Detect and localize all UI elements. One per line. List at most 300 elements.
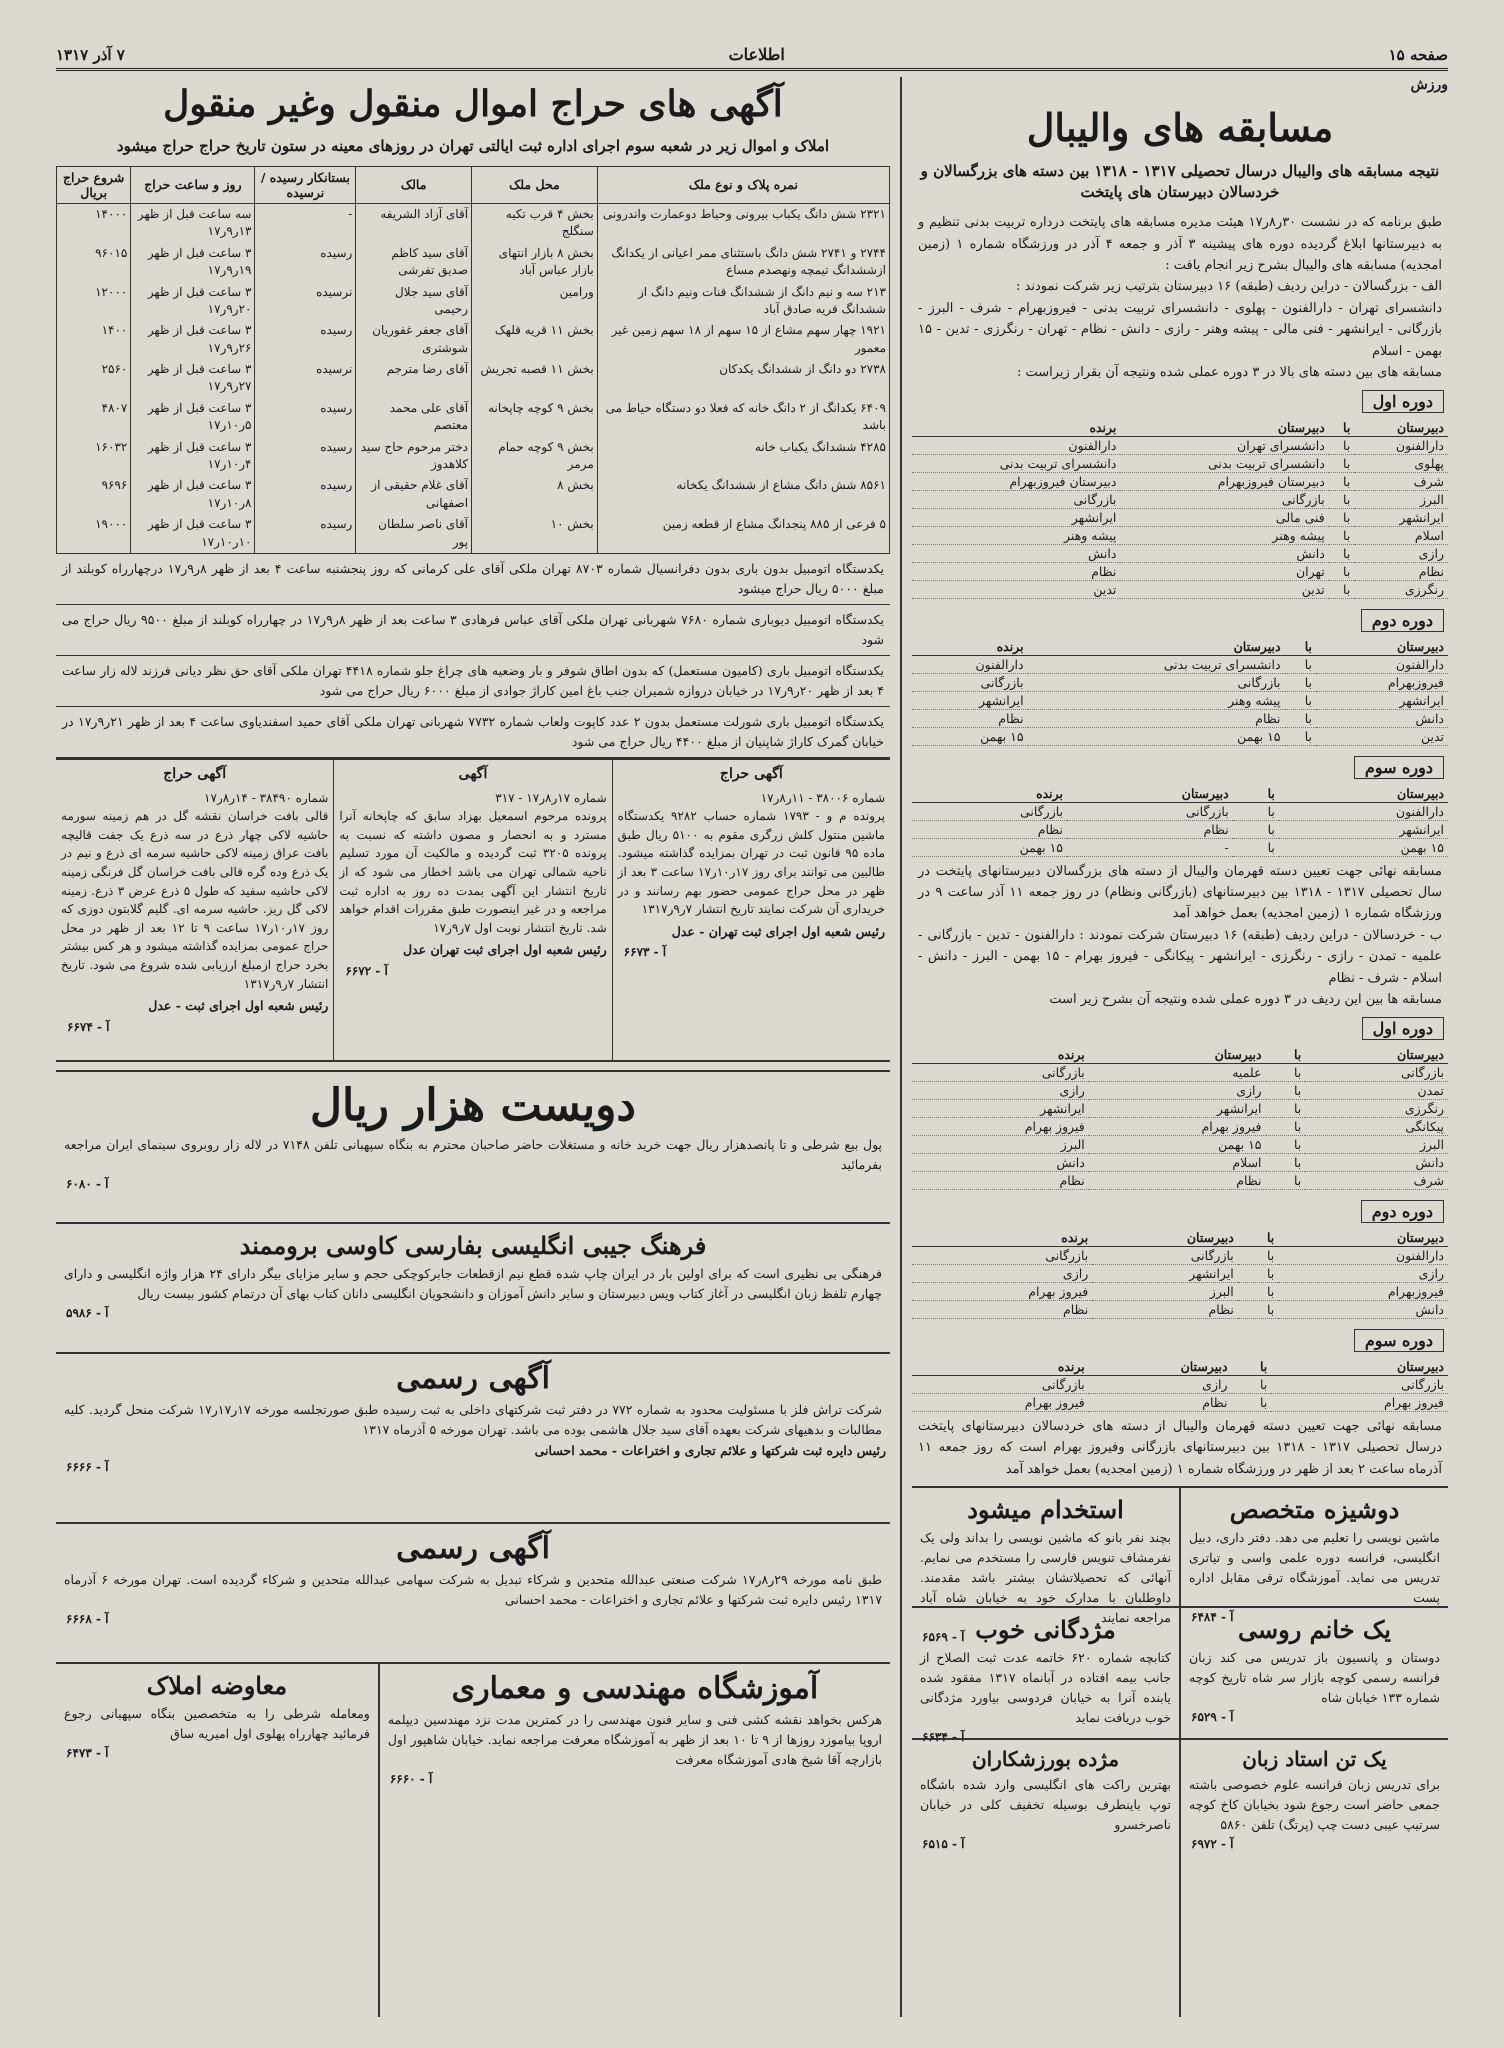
- results-cell: بازرگانی: [912, 802, 1067, 820]
- results-cell: فیروز بهرام: [1089, 1117, 1266, 1135]
- vehicle-auction-item: یکدستگاه اتومبیل باری شورلت مستعمل بدون ۲ عدد کاپوت ولعاب شماره ۷۷۳۲ شهربانی تهران ملکی آقای حمید اسفندیاوی ساعت ۴ بعد از ظهر ۲۱ر۹ر۱۷ در خیابان گمرک کاراژ شاپنیان از مبلغ ۴۴۰۰ ریال حراج می شود: [56, 707, 890, 758]
- results-cell: فیروز بهرام: [1271, 1393, 1448, 1411]
- results-header-cell: با: [1233, 785, 1279, 803]
- results-cell: ۱۵ بهمن: [1089, 1135, 1266, 1153]
- results-header-cell: برنده: [912, 419, 1120, 437]
- results-cell: بازرگانی: [1271, 1375, 1448, 1393]
- money-code: آ - ۶۰۸۰: [66, 1176, 109, 1191]
- results-cell: فیروز بهرام: [912, 1393, 1089, 1411]
- results-cell: نظام: [912, 709, 1028, 727]
- results-cell: با: [1329, 562, 1355, 580]
- auction-cell: ۳ ساعت قبل از ظهر ۱۹ر۹ر۱۷: [131, 243, 255, 282]
- results-cell: نظام: [912, 562, 1120, 580]
- auction-cell: بخش ۹ کوچه حمام مرمر: [472, 437, 598, 476]
- auction-header-cell: روز و ساعت حراج: [131, 166, 255, 203]
- issue-date: ۷ آذر ۱۳۱۷: [56, 46, 125, 64]
- results-cell: فیروزبهرام: [1278, 1282, 1448, 1300]
- results-row: [912, 1117, 1448, 1135]
- results-cell: با: [1285, 727, 1317, 745]
- results-cell: تدین: [912, 580, 1120, 598]
- results-header-cell: دبیرستان: [1316, 638, 1448, 656]
- results-cell: رازی: [912, 1264, 1092, 1282]
- reward-title: مژدگانی خوب: [975, 1614, 1116, 1644]
- results-cell: با: [1266, 1099, 1306, 1117]
- results-header-cell: دبیرستان: [1089, 1358, 1232, 1376]
- auction-cell: -: [255, 203, 356, 242]
- auction-cell: ۳ ساعت قبل از ظهر ۸ر۱۰ر۱۷: [131, 475, 255, 514]
- auction-cell: ۱۲۰۰۰: [57, 282, 131, 321]
- results-row: [912, 1393, 1448, 1411]
- auction-row: [57, 398, 890, 437]
- dictionary-body: فرهنگی بی نظیری است که برای اولین بار در ایران چاپ شده قطع نیم ازقطعات جابرکوچکی حجم و سایر مزایای بیگر دارای ۲۴ هزار واژه انگلیسی و دارای چهارم تلفظ زبان انگلیسی در آغاز کتاب ویس دبیرستان و سایر دانش آموزان و دانشجویان انگلیسی دانان کتاب بهای آن درتمام کشور بیست ریال: [64, 1265, 882, 1301]
- dictionary-title: فرهنگ جیبی انگلیسی بفارسی کاوسی بروممند: [239, 1230, 707, 1260]
- results-cell: با: [1329, 526, 1355, 544]
- results-cell: با: [1329, 508, 1355, 526]
- period-title: دوره اول: [1362, 1017, 1444, 1040]
- auction-column: [56, 77, 900, 2017]
- results-cell: دانش: [1278, 1300, 1448, 1318]
- results-header-cell: دبیرستان: [1279, 785, 1448, 803]
- results-cell: دانشسرای تربیت بدنی: [912, 454, 1120, 472]
- auction-cell: رسیده: [255, 514, 356, 553]
- results-cell: نظام: [1089, 1171, 1266, 1189]
- results-cell: البرز: [1305, 1135, 1448, 1153]
- results-row: [912, 1300, 1448, 1318]
- results-cell: البرز: [1092, 1282, 1238, 1300]
- results-header-cell: برنده: [912, 638, 1028, 656]
- notice-sign: رئیس شعبه اول اجرای ثبت تهران - عدل: [671, 923, 885, 939]
- auction-cell: بخش ۸ بازار انتهای بازار عباس آباد: [472, 243, 598, 282]
- auction-cell: رسیده: [255, 475, 356, 514]
- results-cell: ایرانشهر: [1354, 508, 1448, 526]
- results-cell: دبیرستان فیروزبهرام: [1120, 472, 1328, 490]
- results-group-b: [912, 1011, 1448, 1416]
- results-header-cell: دبیرستان: [1120, 419, 1328, 437]
- results-cell: رازی: [1278, 1264, 1448, 1282]
- results-header-cell: برنده: [912, 1046, 1089, 1064]
- results-row: [912, 820, 1448, 838]
- auction-cell: ۳ ساعت قبل از ظهر ۲۶ر۹ر۱۷: [131, 320, 255, 359]
- auction-row: [57, 243, 890, 282]
- results-cell: ۱۵ بهمن: [912, 838, 1067, 856]
- results-cell: ایرانشهر: [912, 508, 1120, 526]
- athletes-title: مژده بورزشکاران: [971, 1746, 1120, 1771]
- auction-cell: رسیده: [255, 320, 356, 359]
- results-row: [912, 1081, 1448, 1099]
- results-cell: دارالفنون: [1316, 655, 1448, 673]
- vehicle-auctions: [56, 554, 890, 758]
- results-cell: رنگرزی: [1305, 1099, 1448, 1117]
- results-row: [912, 802, 1448, 820]
- auction-cell: آقای سید کاظم صدیق تفرشی: [356, 243, 472, 282]
- results-row: [912, 673, 1448, 691]
- auction-subtitle: املاک و اموال زیر در شعبه سوم اجرای اداره ثبت ایالتی تهران در روزهای معینه در ستون تاریخ حراج حراج میشود: [116, 137, 830, 156]
- volleyball-title: مسابقه های والیبال: [1026, 105, 1334, 150]
- results-cell: رنگرزی: [1354, 580, 1448, 598]
- results-row: [912, 490, 1448, 508]
- results-cell: رازی: [1089, 1081, 1266, 1099]
- auction-row: [57, 320, 890, 359]
- results-table: [912, 785, 1448, 857]
- results-cell: بازرگانی: [912, 1063, 1089, 1081]
- results-cell: با: [1285, 673, 1317, 691]
- official-code-2: آ - ۶۶۶۸: [66, 1612, 109, 1627]
- results-cell: ایرانشهر: [912, 691, 1028, 709]
- results-row: [912, 472, 1448, 490]
- notice-body: پرونده م و - ۱۷۹۳ شماره حساب ۹۲۸۲ یکدستگاه ماشین منتول کلش زرگری مقوم به ۵۱۰۰ ریال طبق ماده ۹۵ قانون ثبت در تهران بمزایده گذاشته میشود. طالبین می توانند برای روز ۱۷ر۱۰ر۱۷ ساعت ۳ بعد از ظهر در محل حراج عمومی حضور بهم رسانند و در خریداری آن شرکت نمایند تاریخ انتشار ۷ر۹ر۱۳۱۷: [617, 809, 886, 917]
- period-title: دوره سوم: [1354, 1329, 1444, 1352]
- results-cell: دانش: [1305, 1153, 1448, 1171]
- auction-cell: ۱۹۲۱ چهار سهم مشاع از ۱۵ سهم از ۱۸ سهم زمین غیر معمور: [597, 320, 889, 359]
- auction-table-header: [57, 166, 890, 203]
- auction-cell: ۱۴۰۰۰: [57, 203, 131, 242]
- results-cell: با: [1329, 454, 1355, 472]
- results-cell: دارالفنون: [912, 655, 1028, 673]
- lang-body: برای تدریس زبان فرانسه علوم خصوصی باشته جمعی حاضر است رجوع شود بخیابان کاخ کوچه سرتیپ عیبی دست چپ (پرتگ) تلفن ۵۸۶۰: [1189, 1776, 1440, 1832]
- results-cell: دانشسرای تربیت بدنی: [1028, 655, 1285, 673]
- results-header-cell: با: [1285, 638, 1317, 656]
- results-header-cell: دبیرستان: [1271, 1358, 1448, 1376]
- russian-title: یک خانم روسی: [1238, 1614, 1391, 1644]
- official-notice-1: [56, 1352, 890, 1522]
- auction-cell: ۳ ساعت قبل از ظهر ۱۰ر۱۰ر۱۷: [131, 514, 255, 553]
- results-row: [912, 436, 1448, 454]
- auction-cell: ۳ ساعت قبل از ظهر ۴ر۱۰ر۱۷: [131, 437, 255, 476]
- results-cell: ۱۵ بهمن: [1028, 727, 1285, 745]
- results-table: [912, 638, 1448, 746]
- results-cell: با: [1285, 691, 1317, 709]
- auction-cell: ۹۶۹۶: [57, 475, 131, 514]
- money-ad: [56, 1072, 890, 1222]
- results-cell: فیروزبهرام: [1316, 673, 1448, 691]
- results-row: [912, 1246, 1448, 1264]
- results-header: [912, 638, 1448, 656]
- results-cell: علمیه: [1089, 1063, 1266, 1081]
- results-cell: با: [1238, 1246, 1279, 1264]
- notice-title: آگهی حراج: [719, 765, 783, 782]
- results-cell: بازرگانی: [1305, 1063, 1448, 1081]
- auction-cell: آقای علی محمد معتصم: [356, 398, 472, 437]
- results-cell: پیکانگی: [1305, 1117, 1448, 1135]
- auction-cell: ۲۳۲۱ شش دانگ یکباب بیرونی وحیاط دوعمارت واندرونی: [597, 203, 889, 242]
- auction-cell: ۴۲۸۵ ششدانگ یکباب خانه: [597, 437, 889, 476]
- auction-cell: ۴۸۰۷: [57, 398, 131, 437]
- auction-cell: بخش ۴ قرب تکیه سنگلج: [472, 203, 598, 242]
- volleyball-subtitle: نتیجه مسابقه های والیبال درسال تحصیلی ۱۳۱۷ - ۱۳۱۸ بین دسته های بزرگسالان و خردسالان دبیرستان های پایتخت: [920, 161, 1440, 202]
- results-header: [912, 785, 1448, 803]
- lang-title: یک تن استاد زبان: [1242, 1746, 1387, 1771]
- results-cell: رازی: [912, 1081, 1089, 1099]
- lang-ad: [1181, 1740, 1448, 2017]
- results-cell: با: [1233, 838, 1279, 856]
- auction-notice: [56, 760, 334, 1060]
- vehicle-auction-item: یکدستگاه اتومبیل باری (کامیون مستعمل) که بدون اطاق شوفر و بار وضعیه های چراغ جلو شماره ۴۴۱۸ تهران ملکی آقای حق نظر دیانی فرزند لاله زار ساعت ۴ بعد از ظهر ۲۰ر۹ر۱۷ در خیابان دروازه شمیران جنب باغ امین کاراژ جوادی از مبلغ ۶۰۰۰ ریال حراج می شود: [56, 656, 890, 707]
- results-cell: بازرگانی: [1028, 673, 1285, 691]
- auction-header-cell: بستانکار رسیده / نرسیده: [255, 166, 356, 203]
- results-cell: شرف: [1354, 472, 1448, 490]
- lang-code: آ - ۶۹۷۲: [1191, 1836, 1234, 1851]
- auction-cell: ۳ ساعت قبل از ظهر ۵ر۱۰ر۱۷: [131, 398, 255, 437]
- exchange-title: معاوضه املاک: [146, 1670, 288, 1700]
- auction-cell: ۵ فرعی از ۸۸۵ پنجدانگ مشاع از قطعه زمین: [597, 514, 889, 553]
- results-table: [912, 419, 1448, 599]
- money-title: دویست هزار ریال: [309, 1079, 636, 1131]
- results-cell: نظام: [1092, 1300, 1238, 1318]
- final-b: مسابقه نهائی جهت تعیین دسته قهرمان والیبال از دسته های خردسالان دبیرستانهای پایتخت درسال تحصیلی ۱۳۱۷ - ۱۳۱۸ بین دبیرستانهای بازرگانی وفیروز بهرام است که روز جمعه ۱۱ آذرماه ساعت ۲ بعد از ظهر در ورزشگاه شماره ۱ (زمین امجدیه) بعمل خواهد آمد: [918, 1418, 1442, 1477]
- tutor-title: دوشیزه متخصص: [1229, 1494, 1400, 1524]
- period-title: دوره دوم: [1361, 1200, 1444, 1223]
- results-cell: ایرانشهر: [1092, 1264, 1238, 1282]
- auction-table: [56, 166, 890, 554]
- tutor-code: آ - ۶۴۸۴: [1191, 1609, 1234, 1624]
- results-cell: فیروز بهرام: [912, 1117, 1089, 1135]
- results-group-a: [912, 384, 1448, 861]
- results-row: [912, 580, 1448, 598]
- notice-title: آگهی: [458, 765, 488, 782]
- results-cell: با: [1266, 1153, 1306, 1171]
- auction-cell: آقای رضا مترجم: [356, 359, 472, 398]
- results-header: [912, 1358, 1448, 1376]
- results-cell: بازرگانی: [1067, 802, 1233, 820]
- hire-code: آ - ۶۵۶۹: [922, 1629, 965, 1644]
- auction-header-cell: مالک: [356, 166, 472, 203]
- results-cell: با: [1233, 820, 1279, 838]
- auction-row: [57, 514, 890, 553]
- group-a-note: مسابقه های بین دسته های بالا در ۳ دوره عملی شده ونتیجه آن بقرار زیراست :: [1016, 365, 1442, 381]
- tutor-body: ماشین نویسی را تعلیم می دهد. دفتر داری، دبیل انگلیسی، فرانسه دوره علمی واسی و تیاتری تدریس می نماید. آموزشگاه ترقی مقابل اداره پست: [1189, 1529, 1440, 1605]
- auction-cell: ۶۴۰۹ یکدانگ از ۲ دانگ خانه که فعلا دو دستگاه حیاط می باشد: [597, 398, 889, 437]
- results-table: [912, 1229, 1448, 1319]
- results-header-cell: با: [1266, 1046, 1306, 1064]
- notice-ref: شماره ۱۷ر۸ر۱۷ - ۳۱۷: [495, 790, 607, 805]
- results-cell: پیشه وهنر: [912, 526, 1120, 544]
- notice-sign: رئیس شعبه اول اجرای ثبت - عدل: [148, 998, 329, 1014]
- results-cell: دارالفنون: [1278, 1246, 1448, 1264]
- results-cell: با: [1238, 1264, 1279, 1282]
- exchange-ad: [56, 1664, 380, 2017]
- results-cell: فیروز بهرام: [912, 1282, 1092, 1300]
- results-cell: با: [1266, 1063, 1306, 1081]
- results-cell: با: [1329, 544, 1355, 562]
- athletes-body: بهترین راکت های انگلیسی وارد شده باشگاه توپ باینطرف بوسیله تخفیف کلی در خیابان ناصرخسرو: [920, 1776, 1171, 1832]
- results-header: [912, 1046, 1448, 1064]
- auction-cell: ۱۶۰۳۲: [57, 437, 131, 476]
- results-cell: تدین: [1120, 580, 1328, 598]
- results-row: [912, 1171, 1448, 1189]
- auction-cell: آقای جعفر غفوریان شوشتری: [356, 320, 472, 359]
- results-cell: فنی مالی: [1120, 508, 1328, 526]
- sports-column: [900, 77, 1448, 2017]
- results-header-cell: برنده: [912, 1229, 1092, 1247]
- auction-cell: آقای ناصر سلطان پور: [356, 514, 472, 553]
- results-row: [912, 454, 1448, 472]
- auction-row: [57, 437, 890, 476]
- auction-cell: رسیده: [255, 437, 356, 476]
- results-cell: پهلوی: [1354, 454, 1448, 472]
- auction-cell: ۳ ساعت قبل از ظهر ۲۷ر۹ر۱۷: [131, 359, 255, 398]
- results-cell: با: [1238, 1300, 1279, 1318]
- results-cell: پیشه وهنر: [1028, 691, 1285, 709]
- russian-code: آ - ۶۵۲۹: [1191, 1709, 1234, 1724]
- notice-code: آ - ۶۶۷۴: [67, 1019, 110, 1034]
- auction-header-cell: شروع حراج بریال: [57, 166, 131, 203]
- auction-notice: [613, 760, 890, 1060]
- group-b-note: مسابقه ها بین این ردیف در ۳ دوره عملی شده ونتیجه آن بشرح زیر است: [1049, 992, 1442, 1008]
- results-cell: پیشه وهنر: [1120, 526, 1328, 544]
- results-cell: دارالفنون: [1354, 436, 1448, 454]
- auction-header-cell: نمره پلاک و نوع ملک: [597, 166, 889, 203]
- auction-cell: سه ساعت قبل از ظهر ۱۳ر۹ر۱۷: [131, 203, 255, 242]
- results-cell: اسلام: [1354, 526, 1448, 544]
- auction-title: آگهی های حراج اموال منقول وغیر منقول: [163, 83, 783, 125]
- results-cell: دانشسرای تربیت بدنی: [1120, 454, 1328, 472]
- final-a: مسابقه نهائی جهت تعیین دسته قهرمان والیبال از دسته های بزرگسالان دبیرستانهای پایتخت در سال تحصیلی ۱۳۱۷ - ۱۳۱۸ بین دبیرستانهای (بازرگانی ونظام) در روز جمعه ۱۱ آذر ساعت ۹ در ورزشگاه شماره ۱ (زمین امجدیه) بعمل خواهد آمد: [918, 863, 1442, 922]
- reward-ad: [912, 1608, 1181, 1744]
- auction-cell: آقای آزاد الشریفه: [356, 203, 472, 242]
- results-cell: -: [1067, 838, 1233, 856]
- vehicle-auction-item: یکدستگاه اتومبیل بدون باری بدون دفرانسیال شماره ۸۷۰۳ تهران ملکی آقای علی کرمانی که روز پنجشنبه ساعت ۴ بعد از ظهر ۸ر۹ر۱۷ درچهارراه کوبلند از مبلغ ۵۰۰۰ ریال حراج میشود: [56, 554, 890, 605]
- results-cell: بازرگانی: [912, 673, 1028, 691]
- results-cell: با: [1232, 1393, 1272, 1411]
- results-header-cell: دبیرستان: [1089, 1046, 1266, 1064]
- notice-ref: شماره ۳۸۰۰۶ - ۱۱ر۸ر۱۷: [760, 790, 885, 805]
- auction-cell: ۸۵۶۱ شش دانگ مشاع از ششدانگ یکخانه: [597, 475, 889, 514]
- results-header-cell: دبیرستان: [1067, 785, 1233, 803]
- results-header-cell: دبیرستان: [1354, 419, 1448, 437]
- results-row: [912, 1282, 1448, 1300]
- results-cell: رازی: [1089, 1375, 1232, 1393]
- results-cell: بازرگانی: [912, 490, 1120, 508]
- results-cell: با: [1329, 472, 1355, 490]
- exchange-body: ومعامله شرطی را به متخصصین بنگاه سپهبانی رجوع فرمائید چهارراه پهلوی اول امیریه ساق: [64, 1705, 370, 1741]
- reward-body: کتابچه شماره ۶۲۰ خاتمه عدت ثبت الصلاح از جانب بیمه افتاده در آبانماه ۱۳۱۷ مفقود شده یابنده آنرا به خیابان فردوسی بیاورد مژدگانی خوب دریافت نماید: [920, 1649, 1172, 1725]
- results-row: [912, 526, 1448, 544]
- page-header: [56, 40, 1448, 71]
- results-row: [912, 1135, 1448, 1153]
- results-cell: بازرگانی: [1120, 490, 1328, 508]
- group-b-heading: ب - خردسالان - دراین ردیف (طبقه) ۱۶ دبیرستان شرکت نمودند : دارالفنون - تدین - بازرگانی - علمیه - تمدن - رازی - رنگرزی - ایرانشهر - پیکانگی - فیروز بهرام - ۱۵ بهمن - البرز - دانش - اسلام - شرف - نظام: [918, 927, 1443, 986]
- results-cell: بازرگانی: [1092, 1246, 1238, 1264]
- results-cell: نظام: [912, 1300, 1092, 1318]
- results-cell: ایرانشهر: [1279, 820, 1448, 838]
- auction-cell: بخش ۹ کوچه چاپخانه: [472, 398, 598, 437]
- results-cell: ایرانشهر: [1089, 1099, 1266, 1117]
- results-cell: با: [1233, 802, 1279, 820]
- results-cell: تدین: [1316, 727, 1448, 745]
- results-row: [912, 1375, 1448, 1393]
- money-body: پول بیع شرطی و تا پانصدهزار ریال جهت خرید خانه و مستغلات حاضر صاحبان محترم به بنگاه سپهبانی تلفن ۷۱۴۸ در لاله زار روبروی سینمای ایران مراجعه بفرمائید: [64, 1136, 883, 1172]
- period-title: دوره سوم: [1354, 756, 1444, 779]
- results-header: [912, 419, 1448, 437]
- auction-cell: رسیده: [255, 398, 356, 437]
- results-cell: دانشسرای تهران: [1120, 436, 1328, 454]
- auction-row: [57, 203, 890, 242]
- notice-body: پرونده مرحوم اسمعیل بهزاد سابق که چاپخانه آنرا مسترد و به انحصار و مصون داشته که نسبت به پرونده ۳۲۰۵ ثبت گردیده و مالکیت آن مورد تسلیم ناحیه شمالی تهران می باشد اخطار می شود که از تاریخ انتشار این آگهی بمدت ده روز به اداره ثبت مراجعه و در غیر اینصورت طبق مقررات اقدام خواهد شد. تاریخ انتشار نوبت اول ۷ر۹ر۱۷: [339, 809, 607, 935]
- official-body-2: طبق نامه مورخه ۲۹ر۸ر۱۷ شرکت صنعتی عبدالله متحدین و شرکاء تبدیل به شرکت سهامی عبدالله متحدین و شرکاء گردیده است. تهران مورخه ۶ آذرماه ۱۳۱۷ رئیس دایره ثبت شرکتها و علائم تجاری و اختراعات - محمد احسانی: [64, 1572, 883, 1608]
- results-cell: با: [1266, 1117, 1306, 1135]
- auction-cell: ۳ ساعت قبل از ظهر ۲۰ر۹ر۱۷: [131, 282, 255, 321]
- official-title-1: آگهی رسمی: [396, 1360, 550, 1396]
- auction-cell: ۹۶۰۱۵: [57, 243, 131, 282]
- period-title: دوره اول: [1362, 390, 1444, 413]
- results-table: [912, 1358, 1448, 1412]
- results-cell: دانش: [1120, 544, 1328, 562]
- dictionary-ad: [56, 1222, 890, 1352]
- notice-code: آ - ۶۶۷۳: [623, 945, 667, 960]
- results-cell: نظام: [912, 820, 1067, 838]
- auction-cell: ۲۱۳ سه و نیم دانگ از ششدانگ قنات ونیم دانگ از ششدانگ قریه صادق آباد: [597, 282, 889, 321]
- notice-ref: شماره ۳۸۴۹۰ - ۱۴ر۸ر۱۷: [204, 790, 329, 805]
- notice-sign: رئیس شعبه اول اجرای ثبت تهران عدل: [402, 942, 607, 958]
- results-header-cell: برنده: [912, 785, 1067, 803]
- results-cell: نظام: [1067, 820, 1233, 838]
- results-cell: با: [1238, 1282, 1279, 1300]
- results-header-cell: دبیرستان: [1028, 638, 1285, 656]
- results-header-cell: دبیرستان: [1278, 1229, 1448, 1247]
- results-cell: با: [1285, 709, 1317, 727]
- results-row: [912, 691, 1448, 709]
- results-row: [912, 508, 1448, 526]
- results-row: [912, 709, 1448, 727]
- results-cell: با: [1266, 1135, 1306, 1153]
- group-a-heading: الف - بزرگسالان - دراین ردیف (طبقه) ۱۶ دبیرستان بترتیب زیر شرکت نمودند :: [1016, 279, 1442, 295]
- reward-code: آ - ۶۶۳۴: [922, 1729, 965, 1744]
- exchange-code: آ - ۶۴۷۳: [66, 1745, 109, 1760]
- results-row: [912, 727, 1448, 745]
- official-code-1: آ - ۶۶۶۶: [66, 1460, 109, 1475]
- section-label: ورزش: [1410, 77, 1448, 93]
- auction-cell: ۱۴۰۰: [57, 320, 131, 359]
- results-cell: ۱۵ بهمن: [1279, 838, 1448, 856]
- auction-row: [57, 359, 890, 398]
- results-cell: دانش: [912, 544, 1120, 562]
- results-cell: ۱۵ بهمن: [912, 727, 1028, 745]
- results-cell: دانش: [912, 1153, 1089, 1171]
- auction-cell: ۱۹۰۰۰: [57, 514, 131, 553]
- results-header-cell: با: [1232, 1358, 1272, 1376]
- russian-ad: [1181, 1608, 1448, 1738]
- notice-title: آگهی حراج: [163, 765, 227, 782]
- official-notice-2: [56, 1522, 890, 1662]
- tutor-ad: [1181, 1488, 1448, 1624]
- auction-cell: ۲۷۴۴ و ۲۷۴۱ شش دانگ باستثنای ممر اعیانی از یکدانگ ازششدانگ تیمچه ونهصدم مساع: [597, 243, 889, 282]
- dictionary-code: آ - ۵۹۸۶: [66, 1305, 109, 1320]
- results-cell: رازی: [1354, 544, 1448, 562]
- results-cell: دارالفنون: [912, 436, 1120, 454]
- auction-cell: بخش ۱۱ قصبه تجریش: [472, 359, 598, 398]
- results-cell: اسلام: [1089, 1153, 1266, 1171]
- results-header-cell: دبیرستان: [1092, 1229, 1238, 1247]
- newspaper-name: اطلاعات: [728, 45, 785, 64]
- school-code: آ - ۶۶۶۰: [389, 1772, 433, 1787]
- official-title-2: آگهی رسمی: [396, 1530, 550, 1566]
- results-cell: با: [1266, 1171, 1306, 1189]
- results-cell: البرز: [1354, 490, 1448, 508]
- results-row: [912, 1153, 1448, 1171]
- hire-title: استخدام میشود: [967, 1494, 1124, 1524]
- page-number: صفحه ۱۵: [1388, 46, 1448, 64]
- school-body: هرکس بخواهد نقشه کشی فنی و سایر فنون مهندسی را در کمترین مدت نزد مهندسین دیپلمه اروپا بیاموزد روزها از ۹ تا ۱۰ بعد از ظهر به آموزشگاه معرفت مراجعه نماید. خیابان شاهپور اول بازارچه آقا شیخ هادی آموزشگاه معرفت: [387, 1712, 883, 1768]
- results-header-cell: با: [1329, 419, 1355, 437]
- results-header-cell: دبیرستان: [1305, 1046, 1448, 1064]
- results-cell: البرز: [912, 1135, 1089, 1153]
- results-row: [912, 1099, 1448, 1117]
- auction-cell: آقای غلام حقیقی از اصفهانی: [356, 475, 472, 514]
- results-cell: بازرگانی: [912, 1375, 1089, 1393]
- results-cell: تهران: [1120, 562, 1328, 580]
- auction-cell: آقای سید جلال رحیمی: [356, 282, 472, 321]
- hire-body: بچند نفر بانو که ماشین نویسی را بداند ولی یک نفرمشاف تنویس فارسی را مستخدم می نمایم. آنهائی که تحصیلاتشان بیشتر باشد مقدمند. داوطلبان با مدارک خود به خیابان شاه آباد مراجعه نمایند: [920, 1529, 1171, 1625]
